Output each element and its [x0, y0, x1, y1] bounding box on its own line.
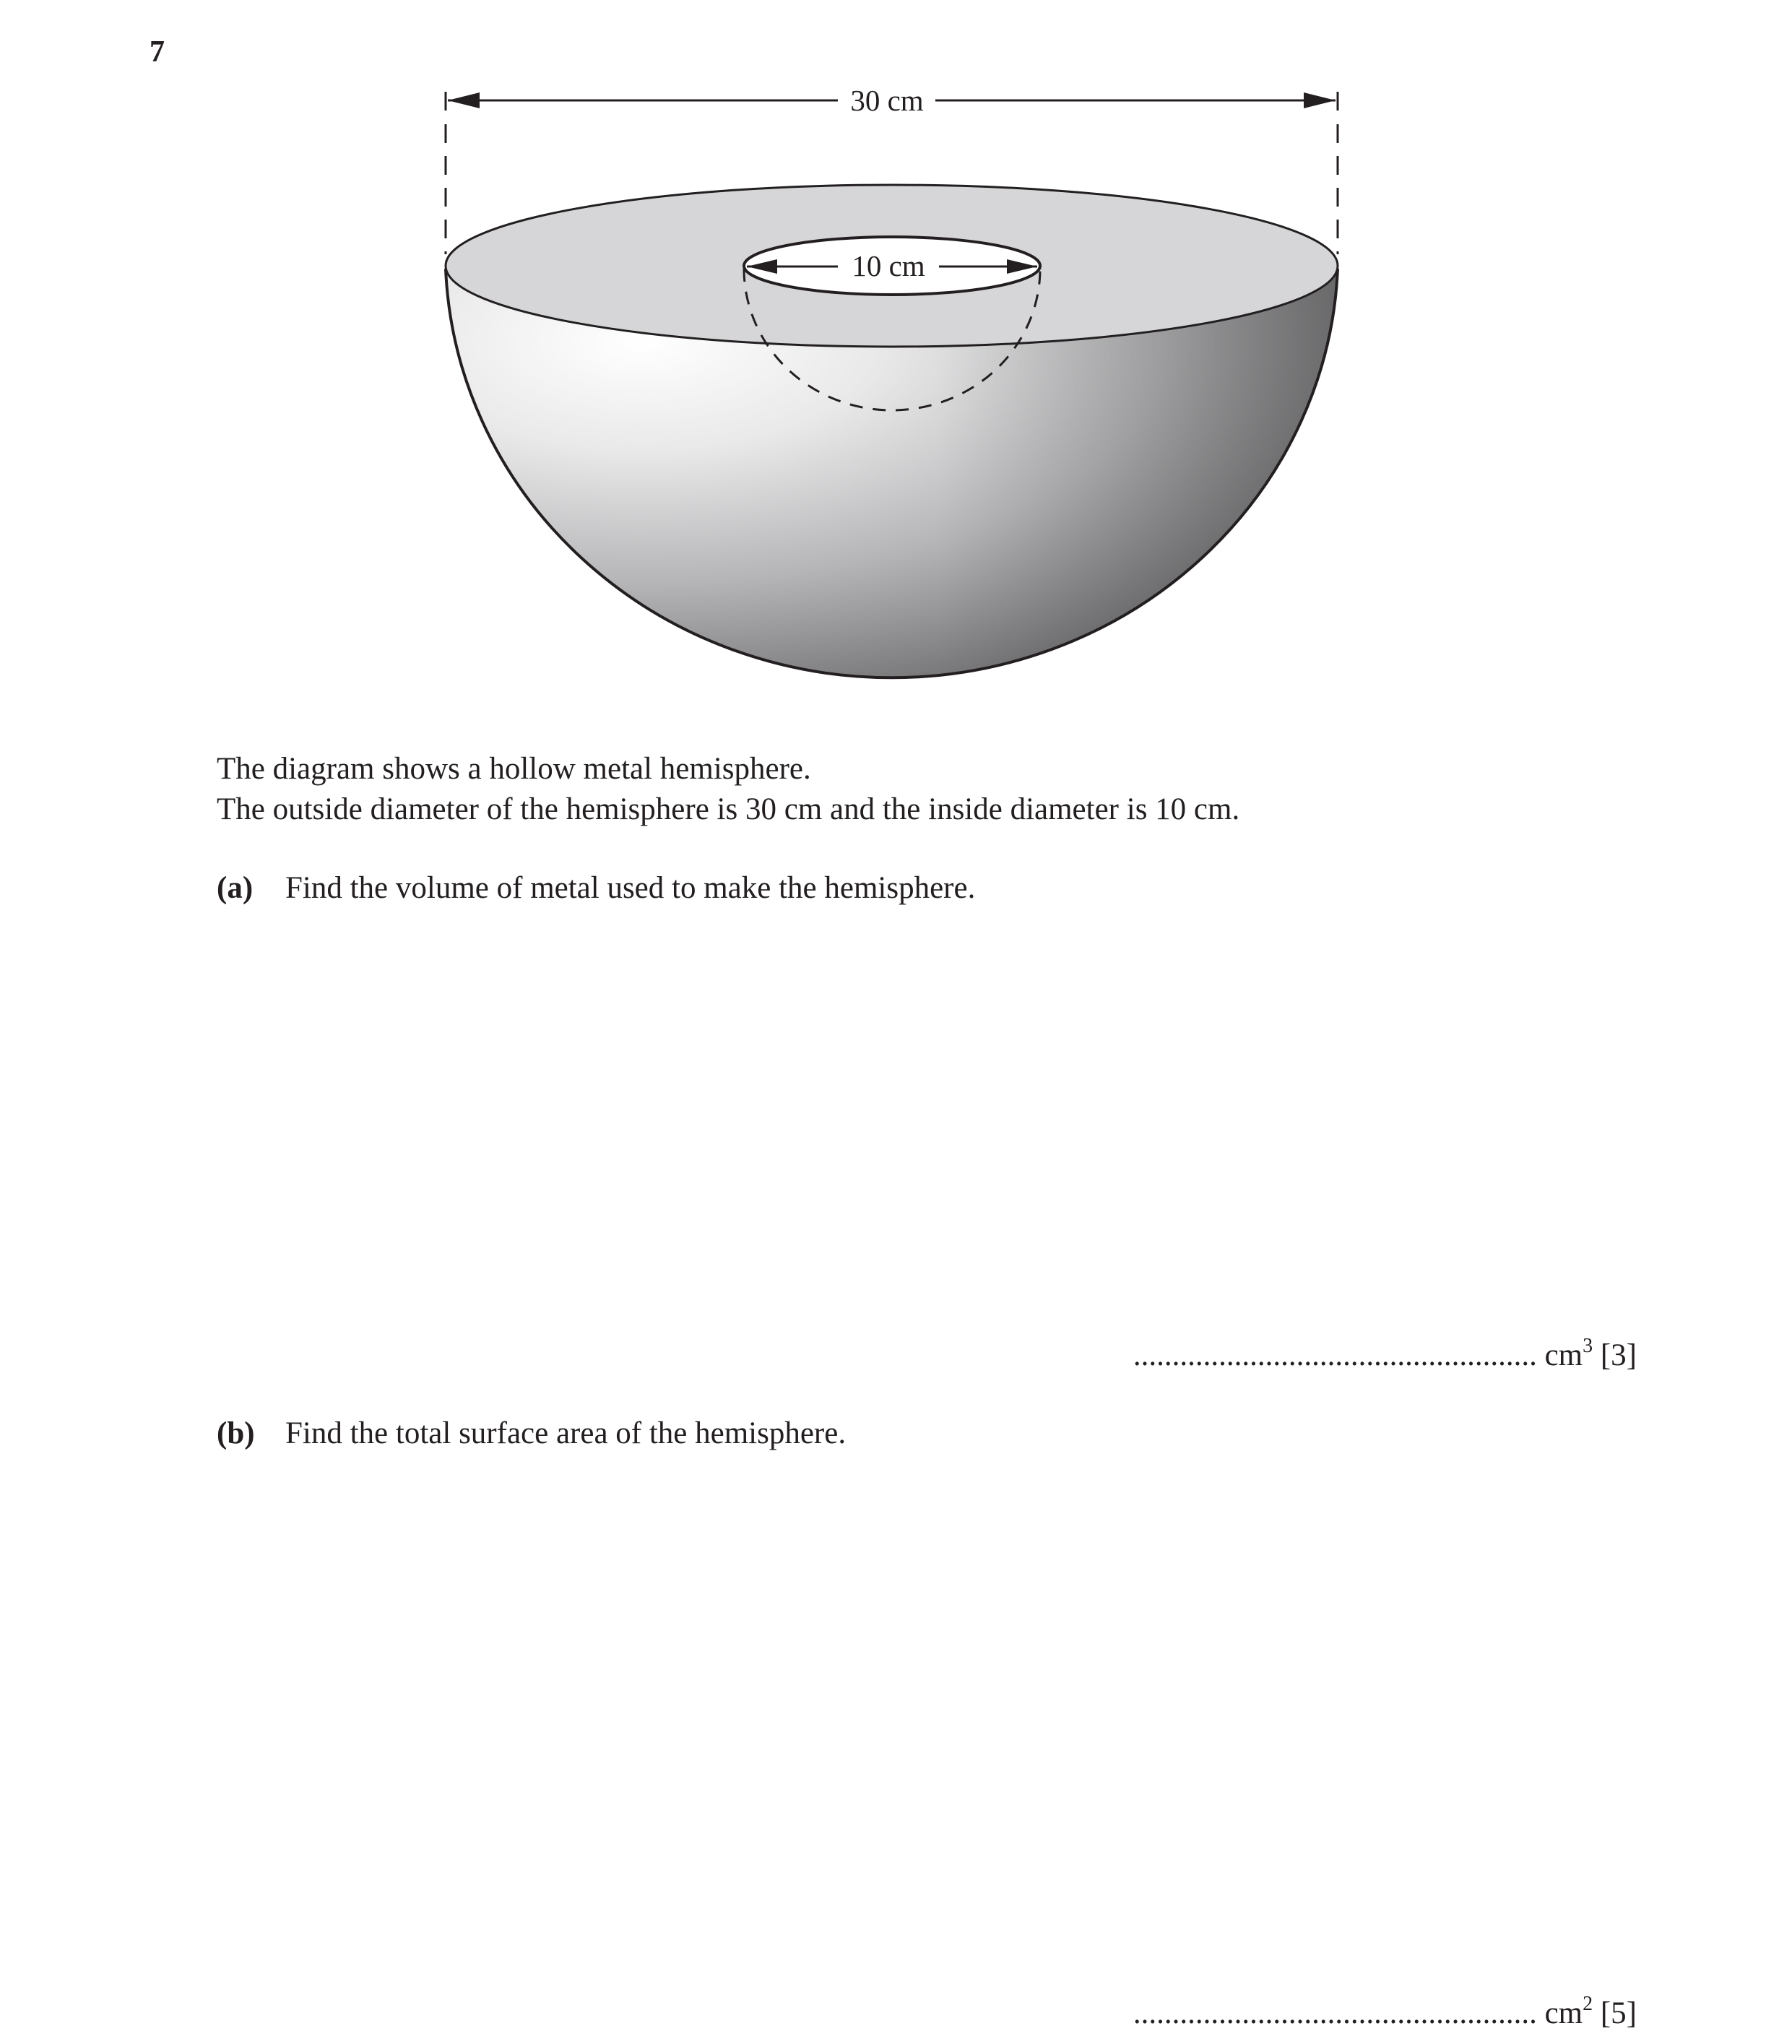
part-a-question: Find the volume of metal used to make the hemisphere. — [285, 871, 976, 905]
part-b-answer-line[interactable] — [1133, 1993, 1637, 2030]
hemisphere-diagram — [0, 0, 1792, 722]
marks: [3] — [1600, 1338, 1637, 1372]
answer-unit: $cm^3$ — [1544, 1335, 1593, 1372]
answer-dots: .................................................... — [1133, 1338, 1537, 1372]
answer-dots: .................................................... — [1133, 1996, 1537, 2030]
outer-diameter-label: 30 cm — [850, 84, 924, 117]
part-b-question: Find the total surface area of the hemisphere. — [285, 1416, 847, 1450]
intro-line-2: The outside diameter of the hemisphere is 30 cm and the inside diameter is 10 cm. — [217, 792, 1240, 826]
intro-line-1: The diagram shows a hollow metal hemisphere. — [217, 752, 811, 786]
part-a-answer-line[interactable] — [1133, 1335, 1637, 1372]
inner-diameter-label: 10 cm — [852, 249, 925, 282]
marks: [5] — [1600, 1996, 1637, 2030]
answer-unit: $cm^2$ — [1544, 1993, 1593, 2030]
part-b-label: (b) — [217, 1416, 255, 1450]
part-a-label: (a) — [217, 871, 254, 905]
question-number: 7 — [150, 35, 165, 69]
